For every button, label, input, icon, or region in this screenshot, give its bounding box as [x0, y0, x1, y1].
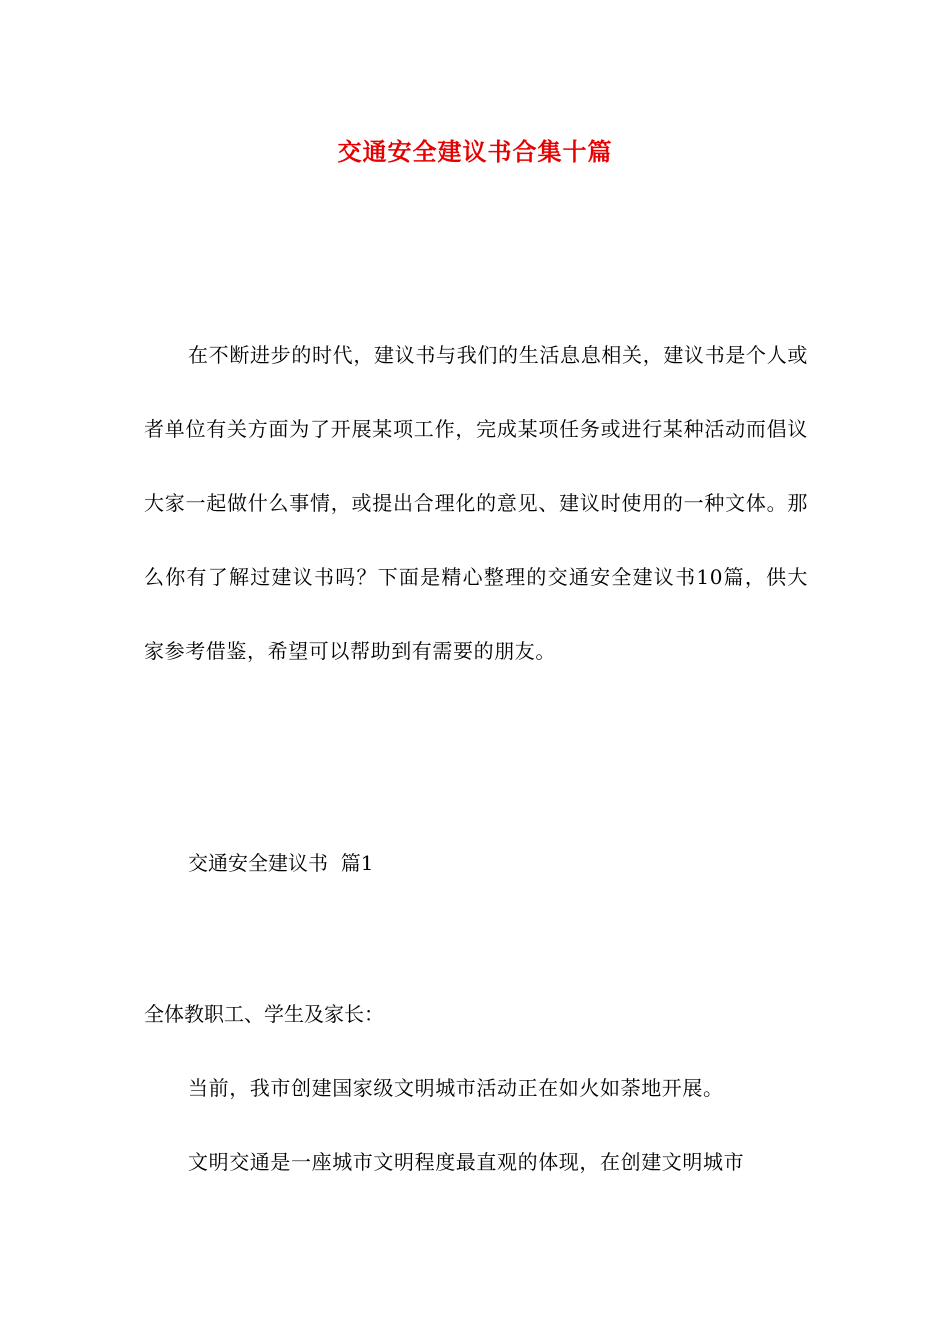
salutation: 全体教职工、学生及家长：	[144, 1002, 384, 1026]
body-paragraph: 文明交通是一座城市文明程度最直观的体现，在创建文明城市	[188, 1150, 745, 1174]
document-title: 交通安全建议书合集十篇	[337, 137, 613, 166]
body-paragraph: 当前，我市创建国家级文明城市活动正在如火如荼地开展。	[188, 1076, 724, 1100]
section-heading: 交通安全建议书 篇1	[188, 851, 374, 875]
intro-paragraph: 在不断进步的时代，建议书与我们的生活息息相关，建议书是个人或者单位有关方面为了开展某项工作，完成某项任务或进行某种活动而倡议大家一起做什么事情，或提出合理化的意见、建议时使用的一种文体。那么你有了解过建议书吗？下面是精心整理的交通安全建议书10篇，供大家参考借鉴，希望可以帮助到有需要的朋友。	[144, 343, 808, 663]
